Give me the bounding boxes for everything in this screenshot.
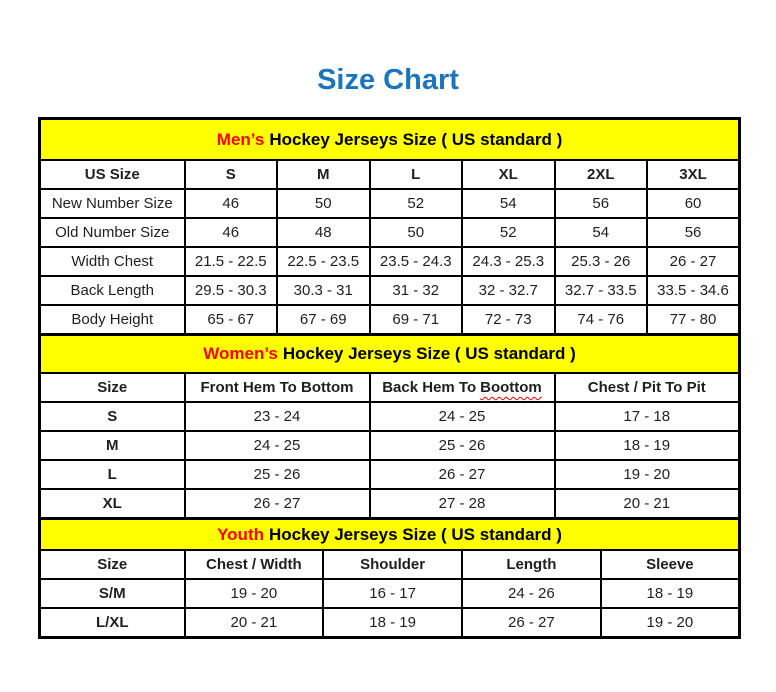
table-row (40, 460, 740, 489)
data-cell: 54 (555, 218, 648, 247)
header-cell: 2XL (555, 160, 648, 189)
row-label: Width Chest (40, 247, 185, 276)
data-cell: 25 - 26 (185, 460, 370, 489)
data-cell: 32.7 - 33.5 (555, 276, 648, 305)
header-cell: XL (462, 160, 555, 189)
row-label: L/XL (40, 608, 185, 638)
data-cell: 48 (277, 218, 370, 247)
data-cell: 46 (185, 189, 278, 218)
table-row (40, 489, 740, 519)
header-cell: M (277, 160, 370, 189)
table-row (40, 431, 740, 460)
data-cell: 21.5 - 22.5 (185, 247, 278, 276)
table-row (40, 402, 740, 431)
womens-header-row (40, 373, 740, 402)
data-cell: 19 - 20 (601, 608, 740, 638)
data-cell: 27 - 28 (370, 489, 555, 519)
data-cell: 25.3 - 26 (555, 247, 648, 276)
band-highlight: Women’s (203, 344, 278, 363)
data-cell: 24 - 25 (370, 402, 555, 431)
data-cell: 60 (647, 189, 740, 218)
table-row (40, 218, 740, 247)
table-row (40, 189, 740, 218)
data-cell: 50 (370, 218, 463, 247)
data-cell: 54 (462, 189, 555, 218)
band-highlight: Youth (217, 524, 264, 544)
data-cell: 22.5 - 23.5 (277, 247, 370, 276)
data-cell: 19 - 20 (555, 460, 740, 489)
section-band-cell (40, 335, 740, 374)
data-cell: 31 - 32 (370, 276, 463, 305)
data-cell: 24 - 25 (185, 431, 370, 460)
data-cell: 52 (370, 189, 463, 218)
table-row (40, 305, 740, 335)
band-title: Hockey Jerseys Size ( US standard ) (282, 344, 576, 363)
band-title: Hockey Jerseys Size ( US standard ) (269, 129, 563, 149)
header-cell: Front Hem To Bottom (185, 373, 370, 402)
data-cell: 24.3 - 25.3 (462, 247, 555, 276)
row-label: Body Height (40, 305, 185, 335)
row-label: M (40, 431, 185, 460)
header-cell-text: Back Hem To (382, 379, 477, 396)
header-cell: Shoulder (323, 550, 462, 579)
row-label: Old Number Size (40, 218, 185, 247)
data-cell: 72 - 73 (462, 305, 555, 335)
data-cell: 77 - 80 (647, 305, 740, 335)
band-highlight: Men’s (216, 129, 265, 149)
data-cell: 25 - 26 (370, 431, 555, 460)
youth-header-row (40, 550, 740, 579)
youth-section-band (40, 519, 740, 551)
data-cell: 26 - 27 (185, 489, 370, 519)
data-cell: 26 - 27 (647, 247, 740, 276)
data-cell: 23.5 - 24.3 (370, 247, 463, 276)
data-cell: 52 (462, 218, 555, 247)
row-label: XL (40, 489, 185, 519)
data-cell: 26 - 27 (462, 608, 601, 638)
size-chart-page (38, 0, 738, 639)
youth-size-table (38, 517, 741, 639)
data-cell: 23 - 24 (185, 402, 370, 431)
header-cell (370, 373, 555, 402)
data-cell: 20 - 21 (555, 489, 740, 519)
page-title: Size Chart (317, 64, 459, 96)
data-cell: 32 - 32.7 (462, 276, 555, 305)
mens-size-table (38, 117, 741, 336)
data-cell: 65 - 67 (185, 305, 278, 335)
header-cell: Chest / Width (185, 550, 324, 579)
data-cell: 16 - 17 (323, 579, 462, 608)
row-label: S/M (40, 579, 185, 608)
data-cell: 26 - 27 (370, 460, 555, 489)
data-cell: 46 (185, 218, 278, 247)
data-cell: 74 - 76 (555, 305, 648, 335)
data-cell: 24 - 26 (462, 579, 601, 608)
data-cell: 33.5 - 34.6 (647, 276, 740, 305)
header-cell: L (370, 160, 463, 189)
mens-header-row (40, 160, 740, 189)
data-cell: 30.3 - 31 (277, 276, 370, 305)
data-cell: 18 - 19 (601, 579, 740, 608)
header-cell: Size (40, 550, 185, 579)
data-cell: 50 (277, 189, 370, 218)
data-cell: 56 (647, 218, 740, 247)
header-cell: Size (40, 373, 185, 402)
row-label: Back Length (40, 276, 185, 305)
data-cell: 18 - 19 (323, 608, 462, 638)
header-cell: Sleeve (601, 550, 740, 579)
data-cell: 18 - 19 (555, 431, 740, 460)
row-label: New Number Size (40, 189, 185, 218)
section-band-cell (40, 119, 740, 161)
header-cell: 3XL (647, 160, 740, 189)
misspelled-word: Boottom (480, 379, 542, 396)
table-row (40, 247, 740, 276)
header-cell: S (185, 160, 278, 189)
table-row (40, 608, 740, 638)
row-label: S (40, 402, 185, 431)
data-cell: 29.5 - 30.3 (185, 276, 278, 305)
womens-size-table (38, 333, 741, 520)
table-row (40, 276, 740, 305)
row-label: L (40, 460, 185, 489)
data-cell: 69 - 71 (370, 305, 463, 335)
data-cell: 67 - 69 (277, 305, 370, 335)
table-row (40, 579, 740, 608)
section-band-cell (40, 519, 740, 551)
header-cell: US Size (40, 160, 185, 189)
data-cell: 17 - 18 (555, 402, 740, 431)
header-cell: Chest / Pit To Pit (555, 373, 740, 402)
header-cell: Length (462, 550, 601, 579)
data-cell: 20 - 21 (185, 608, 324, 638)
womens-section-band (40, 335, 740, 374)
data-cell: 56 (555, 189, 648, 218)
data-cell: 19 - 20 (185, 579, 324, 608)
mens-section-band (40, 119, 740, 161)
band-title: Hockey Jerseys Size ( US standard ) (269, 524, 562, 544)
